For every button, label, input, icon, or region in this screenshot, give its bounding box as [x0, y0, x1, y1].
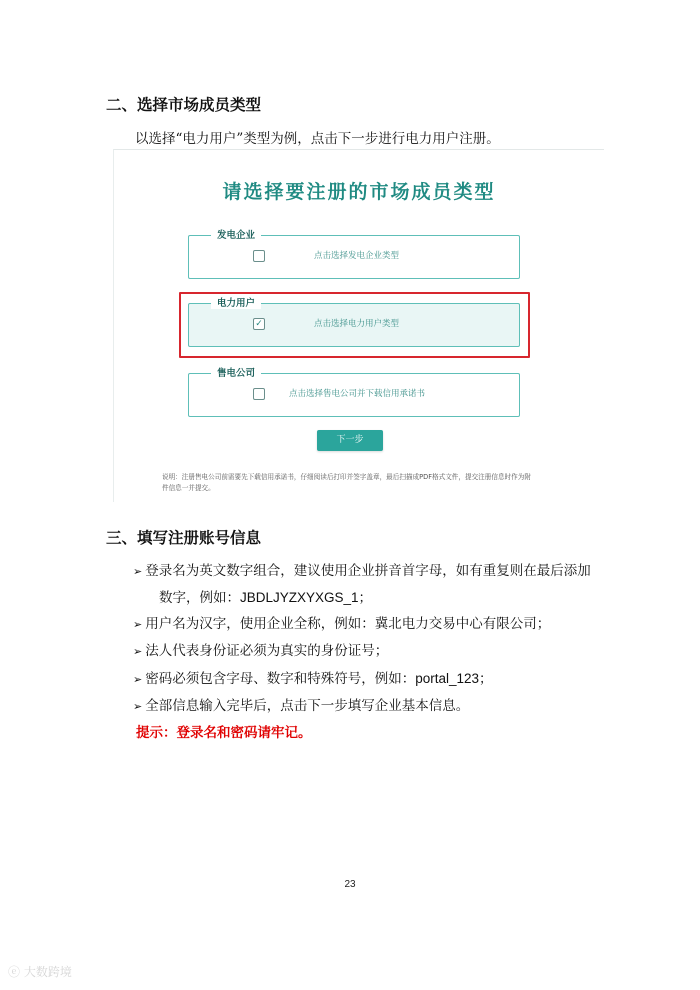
bullet-text: 全部信息输入完毕后，点击下一步填写企业基本信息。	[145, 698, 470, 714]
arrow-bullet-icon: ➢	[133, 700, 143, 713]
watermark-text: 大数跨境	[23, 965, 72, 979]
list-item	[133, 559, 591, 579]
bullet-text: 密码必须包含字母、数字和特殊符号，例如：	[145, 671, 416, 687]
option-label[interactable]: 点击选择电力用户类型	[314, 319, 400, 329]
arrow-bullet-icon: ➢	[133, 565, 143, 578]
arrow-bullet-icon: ➢	[133, 673, 143, 686]
list-item	[133, 639, 388, 659]
member-type-group-retailer[interactable]	[188, 368, 520, 417]
bullet-text: 登录名为英文数字组合，建议使用企业拼音首字母，如有重复则在最后添加	[145, 563, 591, 579]
watermark	[8, 963, 72, 980]
section-heading: 二、选择市场成员类型	[106, 96, 262, 114]
arrow-bullet-icon: ➢	[133, 645, 143, 658]
section-heading: 三、填写注册账号信息	[106, 529, 262, 547]
next-step-button[interactable]: 下一步	[317, 430, 383, 451]
checkbox-retailer[interactable]	[253, 388, 265, 400]
arrow-bullet-icon: ➢	[133, 618, 143, 631]
list-item-continuation	[159, 586, 372, 606]
bullet-text: 用户名为汉字，使用企业全称，例如：冀北电力交易中心有限公司；	[145, 616, 551, 632]
option-label[interactable]: 点击选择发电企业类型	[314, 251, 400, 261]
tip-text: 提示：登录名和密码请牢记。	[136, 725, 312, 741]
section-intro: 以选择“电力用户”类型为例，点击下一步进行电力用户注册。	[135, 131, 500, 147]
option-label[interactable]: 点击选择售电公司并下载信用承诺书	[289, 389, 426, 399]
checkbox-generation[interactable]	[253, 250, 265, 262]
registration-note: 说明：注册售电公司前需要先下载信用承诺书，仔细阅读后打印并签字盖章，最后扫描成PDF格式文件，提交注册信息时作为附件信息一并提交。	[162, 473, 531, 492]
page-number: 23	[344, 879, 356, 890]
list-item	[133, 667, 493, 687]
bullet-text: 数字，例如：	[159, 590, 240, 606]
checkbox-user-checked[interactable]: ✓	[253, 318, 265, 330]
screenshot-title: 请选择要注册的市场成员类型	[222, 181, 496, 203]
watermark-logo-icon: ⓔ	[8, 965, 21, 979]
embedded-screenshot	[113, 149, 604, 502]
list-item	[133, 612, 550, 632]
group-legend: 电力用户	[211, 295, 261, 309]
group-legend: 发电企业	[211, 227, 261, 241]
member-type-group-generation[interactable]	[188, 230, 520, 279]
bullet-text: 法人代表身份证必须为真实的身份证号；	[145, 643, 389, 659]
example-login-name: JBDLJYZXYXGS_1；	[240, 590, 373, 605]
member-type-group-user[interactable]	[188, 298, 520, 347]
group-legend: 售电公司	[211, 365, 261, 379]
list-item	[133, 694, 469, 714]
example-password: portal_123；	[415, 671, 493, 686]
